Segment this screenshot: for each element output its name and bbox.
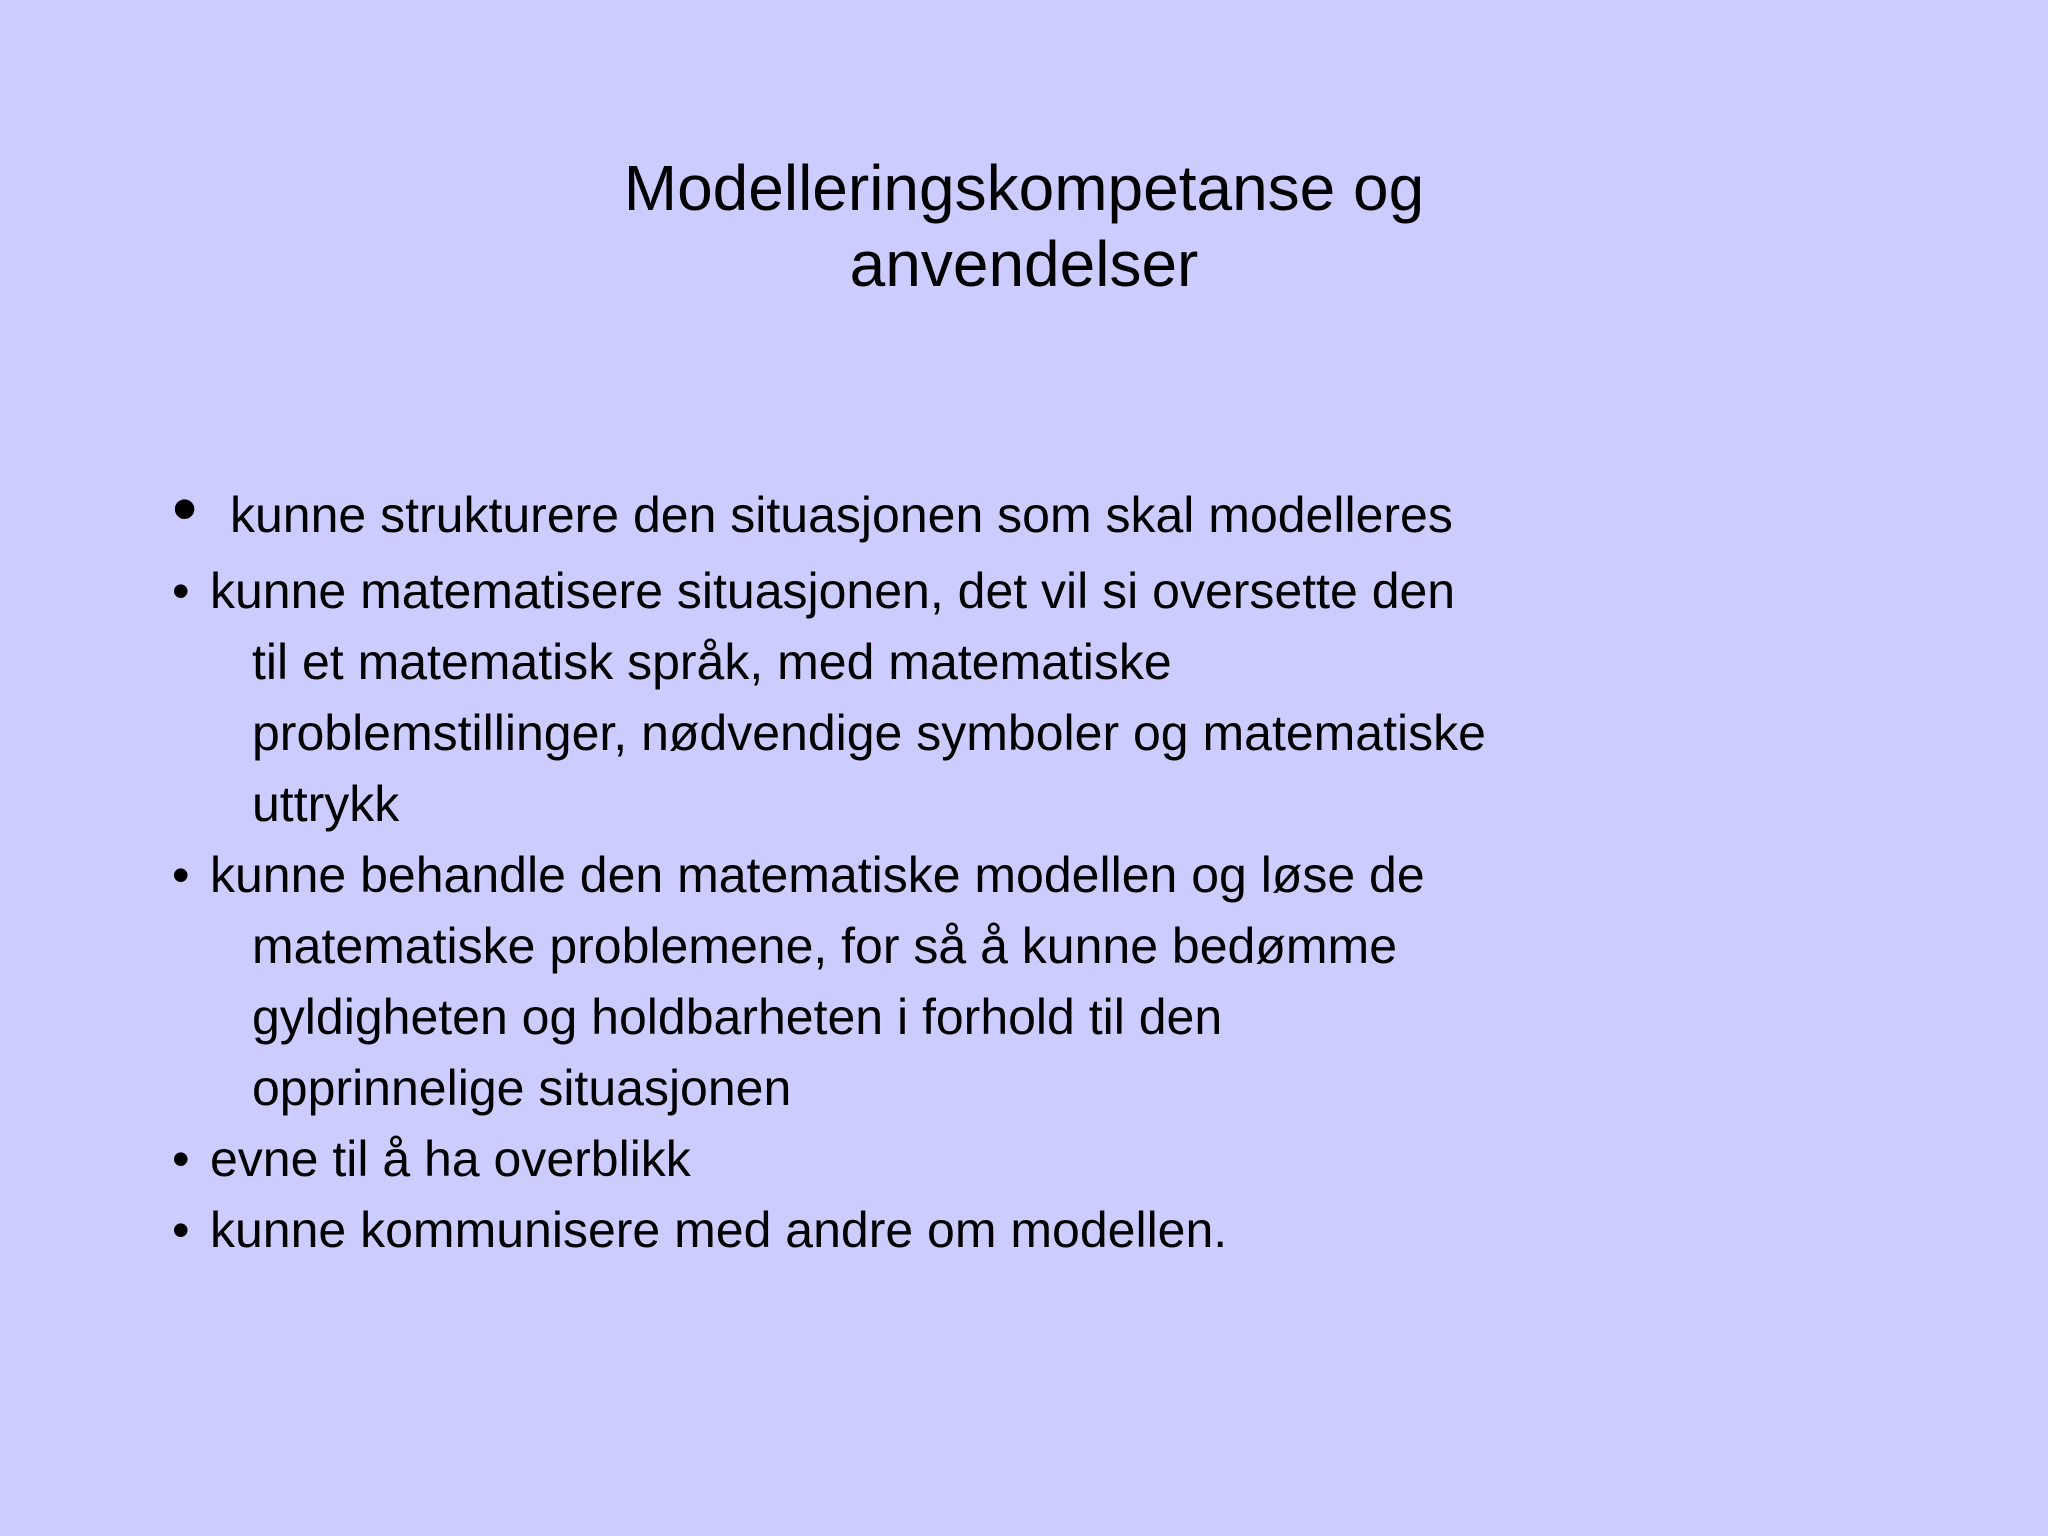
bullet-dot: • [172,563,190,619]
bullet-item-4 [172,1124,1872,1195]
bullet-dot: • [172,1202,190,1258]
bullet-2-line-3: problemstillinger, nødvendige symboler og matematiske [252,705,1486,761]
bullet-dot: • [172,847,190,903]
bullet-2-line-1: kunne matematisere situasjonen, det vil si oversette den [210,563,1456,619]
bullet-2-line-4: uttrykk [252,776,400,832]
bullet-list [172,469,1872,1266]
bullet-3-line-1: kunne behandle den matematiske modellen og løse de [210,847,1425,903]
bullet-3-line-3: gyldigheten og holdbarheten i forhold til den [252,989,1223,1045]
bullet-3-line-2: matematiske problemene, for så å kunne bedømme [252,918,1397,974]
bullet-item-5 [172,1195,1872,1266]
bullet-item-2 [172,556,1872,840]
bullet-5-line-1: kunne kommunisere med andre om modellen. [210,1202,1228,1258]
bullet-dot: • [172,1131,190,1187]
bullet-item-3 [172,840,1872,1124]
bullet-1-line-1: kunne strukturere den situasjonen som skal modelleres [230,487,1453,543]
bullet-4-line-1: evne til å ha overblikk [210,1131,691,1187]
title-line-2: anvendelser [849,228,1199,300]
bullet-dot: • [172,469,198,549]
title-line-1: Modelleringskompetanse og [623,152,1425,224]
bullet-2-line-2: til et matematisk språk, med matematiske [252,634,1172,690]
bullet-3-line-4: opprinnelige situasjonen [252,1060,792,1116]
bullet-item-1 [172,469,1872,551]
slide-title [0,150,2048,302]
